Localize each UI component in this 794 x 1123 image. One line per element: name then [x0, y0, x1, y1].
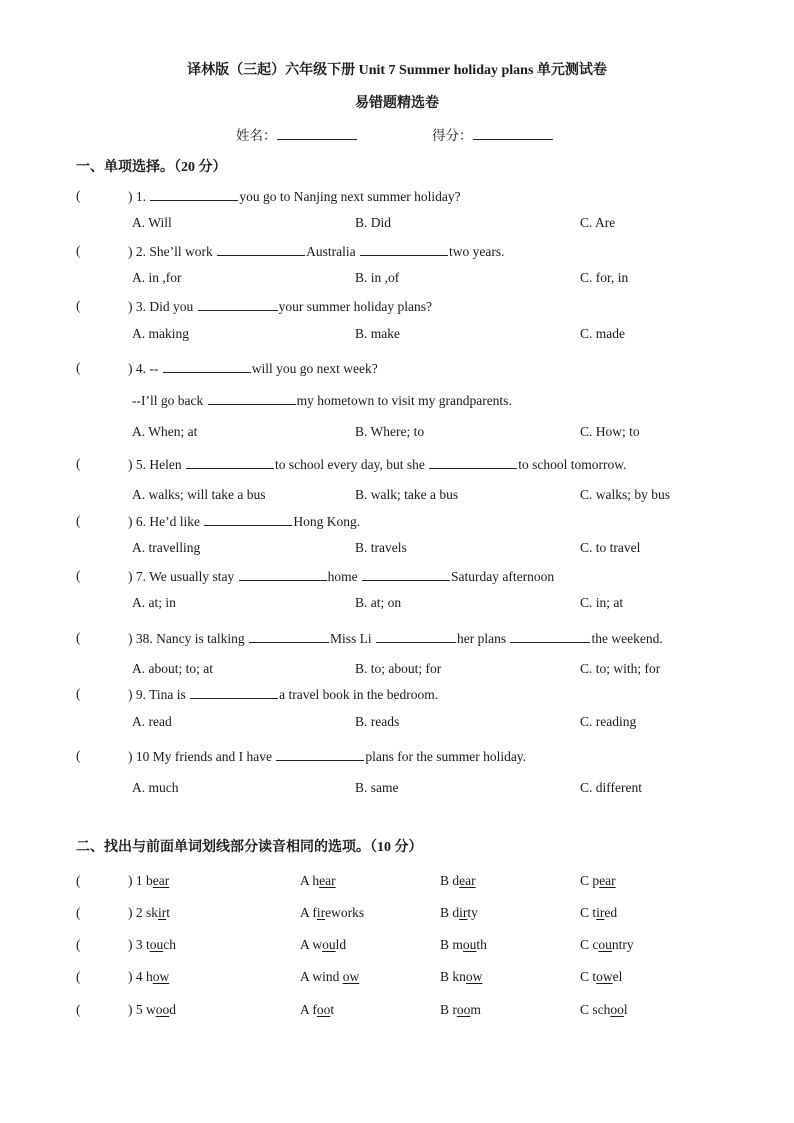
answer-blank[interactable] — [376, 630, 456, 643]
option-b[interactable]: B. to; about; for — [355, 661, 442, 676]
answer-blank[interactable] — [208, 392, 296, 405]
question-number: ) 9. Tina is — [128, 687, 190, 702]
option-a[interactable] — [300, 1002, 334, 1018]
underlined-letters: ow — [152, 969, 170, 984]
question-text: Australia — [306, 244, 359, 259]
target-word[interactable] — [128, 873, 169, 889]
option-b[interactable]: B. same — [355, 780, 399, 795]
option-a[interactable]: A. travelling — [132, 540, 201, 555]
option-a[interactable]: A. in ,for — [132, 270, 182, 285]
option-b[interactable]: B. Did — [355, 215, 392, 230]
word-part: ty — [467, 905, 478, 920]
question-text: my hometown to visit my grandparents. — [296, 393, 512, 408]
underlined-letters: ow — [596, 969, 613, 984]
bracket-open: ( — [76, 630, 81, 645]
word-part: A f — [300, 1002, 317, 1017]
score-label: 得分： — [432, 128, 473, 143]
word-part: t — [330, 1002, 335, 1017]
underlined-letters: ou — [598, 937, 612, 952]
word-part: B r — [440, 1002, 457, 1017]
score-field[interactable] — [432, 124, 553, 144]
underlined-letters: oo — [610, 1002, 624, 1017]
question-stem — [128, 243, 504, 260]
answer-blank[interactable] — [190, 686, 278, 699]
question-text: her plans — [457, 631, 510, 646]
answer-blank[interactable] — [217, 243, 305, 256]
underlined-letters: ear — [459, 873, 476, 888]
option-a[interactable]: A. Will — [132, 215, 172, 230]
underlined-letters: ear — [319, 873, 336, 888]
word-part: th — [476, 937, 487, 952]
word-part: ed — [604, 905, 618, 920]
underlined-letters: ir — [596, 905, 605, 920]
option-b[interactable] — [440, 937, 487, 953]
word-part: C t — [580, 969, 597, 984]
underlined-letters: ir — [158, 905, 167, 920]
question-number: ) 2. She’ll work — [128, 244, 217, 259]
answer-bracket[interactable] — [76, 513, 136, 529]
answer-bracket[interactable] — [76, 568, 136, 584]
question-text: you go to Nanjing next summer holiday? — [239, 189, 461, 204]
option-b[interactable]: B. reads — [355, 714, 400, 729]
word-part: C p — [580, 873, 600, 888]
option-a[interactable]: A. walks; will take a bus — [132, 487, 266, 502]
answer-bracket[interactable]: ( — [76, 873, 81, 888]
underlined-letters: ow — [342, 969, 360, 984]
answer-blank[interactable] — [510, 630, 590, 643]
answer-bracket[interactable] — [76, 686, 136, 702]
option-c[interactable]: C. reading — [580, 714, 637, 729]
question-number: ) 10 My friends and I have — [128, 749, 276, 764]
answer-bracket[interactable] — [76, 298, 136, 314]
question-text: two years. — [449, 244, 505, 259]
question-text: your summer holiday plans? — [278, 299, 432, 314]
question-text: will you go next week? — [251, 361, 378, 376]
question-text: Hong Kong. — [293, 514, 361, 529]
option-c[interactable]: C. different — [580, 780, 642, 795]
question-text: to school tomorrow. — [518, 457, 627, 472]
question-text: Saturday afternoon — [451, 569, 555, 584]
answer-bracket[interactable] — [76, 630, 136, 646]
option-a[interactable] — [300, 969, 359, 985]
page-subtitle: 易错题精选卷 — [355, 96, 439, 111]
word-part: C c — [580, 937, 599, 952]
option-c[interactable]: C. to; with; for — [580, 661, 661, 676]
target-word[interactable] — [128, 905, 170, 921]
word-part: ) 3 t — [128, 937, 150, 952]
underlined-letters: ou — [322, 937, 336, 952]
word-part: A w — [300, 937, 323, 952]
option-a[interactable]: A. much — [132, 780, 179, 795]
bracket-open: ( — [76, 568, 81, 583]
answer-blank[interactable] — [429, 456, 517, 469]
word-part: ) 2 sk — [128, 905, 158, 920]
question-number: ) 5. Helen — [128, 457, 185, 472]
underlined-letters: ow — [465, 969, 483, 984]
answer-blank[interactable] — [362, 568, 450, 581]
underlined-letters: ear — [599, 873, 616, 888]
word-part: d — [169, 1002, 176, 1017]
answer-blank[interactable] — [204, 513, 292, 526]
option-a[interactable] — [300, 873, 336, 889]
answer-blank[interactable] — [360, 243, 448, 256]
answer-bracket[interactable] — [76, 456, 136, 472]
answer-bracket[interactable] — [76, 748, 136, 764]
question-number: ) 3. Did you — [128, 299, 197, 314]
underlined-letters: ou — [149, 937, 164, 952]
answer-bracket[interactable]: ( — [76, 969, 81, 984]
question-text: a travel book in the bedroom. — [279, 687, 439, 702]
question-stem — [128, 686, 438, 703]
underlined-letters: ir — [316, 905, 326, 920]
option-b[interactable]: B. make — [355, 326, 400, 341]
option-b[interactable] — [440, 1002, 481, 1018]
question-text: to school every day, but she — [274, 457, 429, 472]
answer-blank[interactable] — [239, 568, 327, 581]
bracket-open: ( — [76, 243, 81, 258]
page-title: 译林版（三起）六年级下册 Unit 7 Summer holiday plans 单元测试卷 — [187, 63, 607, 78]
option-c[interactable]: C. Are — [580, 215, 616, 230]
bracket-open: ( — [76, 686, 81, 701]
question-number: ) 7. We usually stay — [128, 569, 238, 584]
option-a[interactable]: A. When; at — [132, 424, 198, 439]
target-word[interactable] — [128, 969, 169, 985]
option-c[interactable] — [580, 873, 616, 889]
question-number: ) 38. Nancy is talking — [128, 631, 248, 646]
question-text: plans for the summer holiday. — [365, 749, 527, 764]
question-stem — [128, 360, 378, 377]
word-part: A h — [300, 873, 320, 888]
option-b[interactable]: B. at; on — [355, 595, 402, 610]
question-stem — [128, 630, 663, 647]
question-stem — [128, 456, 626, 473]
word-part: ) 1 b — [128, 873, 153, 888]
question-number: ) 6. He’d like — [128, 514, 204, 529]
option-c[interactable]: C. for, in — [580, 270, 629, 285]
underlined-letters: ir — [459, 905, 468, 920]
option-c[interactable]: C. to travel — [580, 540, 641, 555]
question-number: ) 4. -- — [128, 361, 162, 376]
question-stem — [128, 748, 526, 765]
option-c[interactable] — [580, 1002, 628, 1018]
name-label: 姓名： — [236, 128, 277, 143]
question-line-2 — [132, 392, 512, 409]
underlined-letters: oo — [155, 1002, 170, 1017]
bracket-open: ( — [76, 188, 81, 203]
bracket-open: ( — [76, 298, 81, 313]
bracket-open: ( — [76, 360, 81, 375]
option-b[interactable]: B. Where; to — [355, 424, 425, 439]
answer-bracket[interactable] — [76, 188, 136, 204]
target-word[interactable] — [128, 937, 176, 953]
word-part: ch — [163, 937, 176, 952]
word-part: C sch — [580, 1002, 611, 1017]
question-number: ) 1. — [128, 189, 150, 204]
underlined-letters: ou — [462, 937, 477, 952]
answer-bracket[interactable]: ( — [76, 905, 81, 920]
option-a[interactable]: A. about; to; at — [132, 661, 213, 676]
option-b[interactable]: B. in ,of — [355, 270, 400, 285]
score-line[interactable] — [473, 127, 553, 140]
option-c[interactable]: C. How; to — [580, 424, 640, 439]
answer-bracket[interactable] — [76, 243, 136, 259]
question-text: the weekend. — [591, 631, 663, 646]
word-part: t — [166, 905, 171, 920]
word-part: eworks — [325, 905, 365, 920]
option-b[interactable] — [440, 905, 478, 921]
answer-blank[interactable] — [198, 298, 278, 311]
answer-bracket[interactable]: ( — [76, 1002, 81, 1017]
word-part: B d — [440, 873, 460, 888]
underlined-letters: oo — [456, 1002, 471, 1017]
option-b[interactable] — [440, 969, 482, 985]
bracket-open: ( — [76, 748, 81, 763]
question-stem — [128, 298, 432, 315]
option-a[interactable]: A. at; in — [132, 595, 176, 610]
target-word[interactable] — [128, 1002, 176, 1018]
word-part: ) 4 h — [128, 969, 153, 984]
word-part: C t — [580, 905, 597, 920]
word-part: ld — [335, 937, 347, 952]
option-a[interactable] — [300, 905, 364, 921]
word-part: el — [612, 969, 623, 984]
answer-blank[interactable] — [186, 456, 274, 469]
question-stem — [128, 188, 461, 205]
answer-bracket[interactable]: ( — [76, 937, 81, 952]
bracket-open: ( — [76, 513, 81, 528]
word-part: B d — [440, 905, 460, 920]
question-stem — [128, 513, 360, 530]
question-stem — [128, 568, 554, 585]
answer-blank[interactable] — [150, 188, 238, 201]
section-2-heading: 二、找出与前面单词划线部分读音相同的选项。（10 分） — [76, 840, 423, 855]
name-field[interactable] — [236, 124, 357, 144]
answer-blank[interactable] — [249, 630, 329, 643]
option-b[interactable]: B. travels — [355, 540, 407, 555]
answer-blank[interactable] — [276, 748, 364, 761]
option-a[interactable]: A. read — [132, 714, 172, 729]
option-c[interactable] — [580, 937, 634, 953]
option-a[interactable] — [300, 937, 346, 953]
question-text: Miss Li — [329, 631, 375, 646]
option-c[interactable] — [580, 969, 622, 985]
option-b[interactable]: B. walk; take a bus — [355, 487, 459, 502]
word-part: l — [623, 1002, 628, 1017]
option-a[interactable]: A. making — [132, 326, 189, 341]
answer-bracket[interactable] — [76, 360, 136, 376]
underlined-letters: oo — [316, 1002, 331, 1017]
name-line[interactable] — [277, 127, 357, 140]
option-c[interactable]: C. in; at — [580, 595, 624, 610]
underlined-letters: ear — [152, 873, 170, 888]
word-part: m — [470, 1002, 481, 1017]
word-part: B m — [440, 937, 463, 952]
bracket-open: ( — [76, 456, 81, 471]
option-c[interactable]: C. made — [580, 326, 625, 341]
question-text: home — [327, 569, 362, 584]
answer-blank[interactable] — [163, 360, 251, 373]
section-1-heading: 一、单项选择。（20 分） — [76, 160, 227, 175]
option-b[interactable] — [440, 873, 476, 889]
word-part: B kn — [440, 969, 466, 984]
option-c[interactable]: C. walks; by bus — [580, 487, 671, 502]
option-c[interactable] — [580, 905, 617, 921]
word-part: ) 5 w — [128, 1002, 156, 1017]
word-part: ntry — [611, 937, 634, 952]
question-text: --I’ll go back — [132, 393, 207, 408]
word-part: A wind — [300, 969, 343, 984]
word-part: A f — [300, 905, 317, 920]
